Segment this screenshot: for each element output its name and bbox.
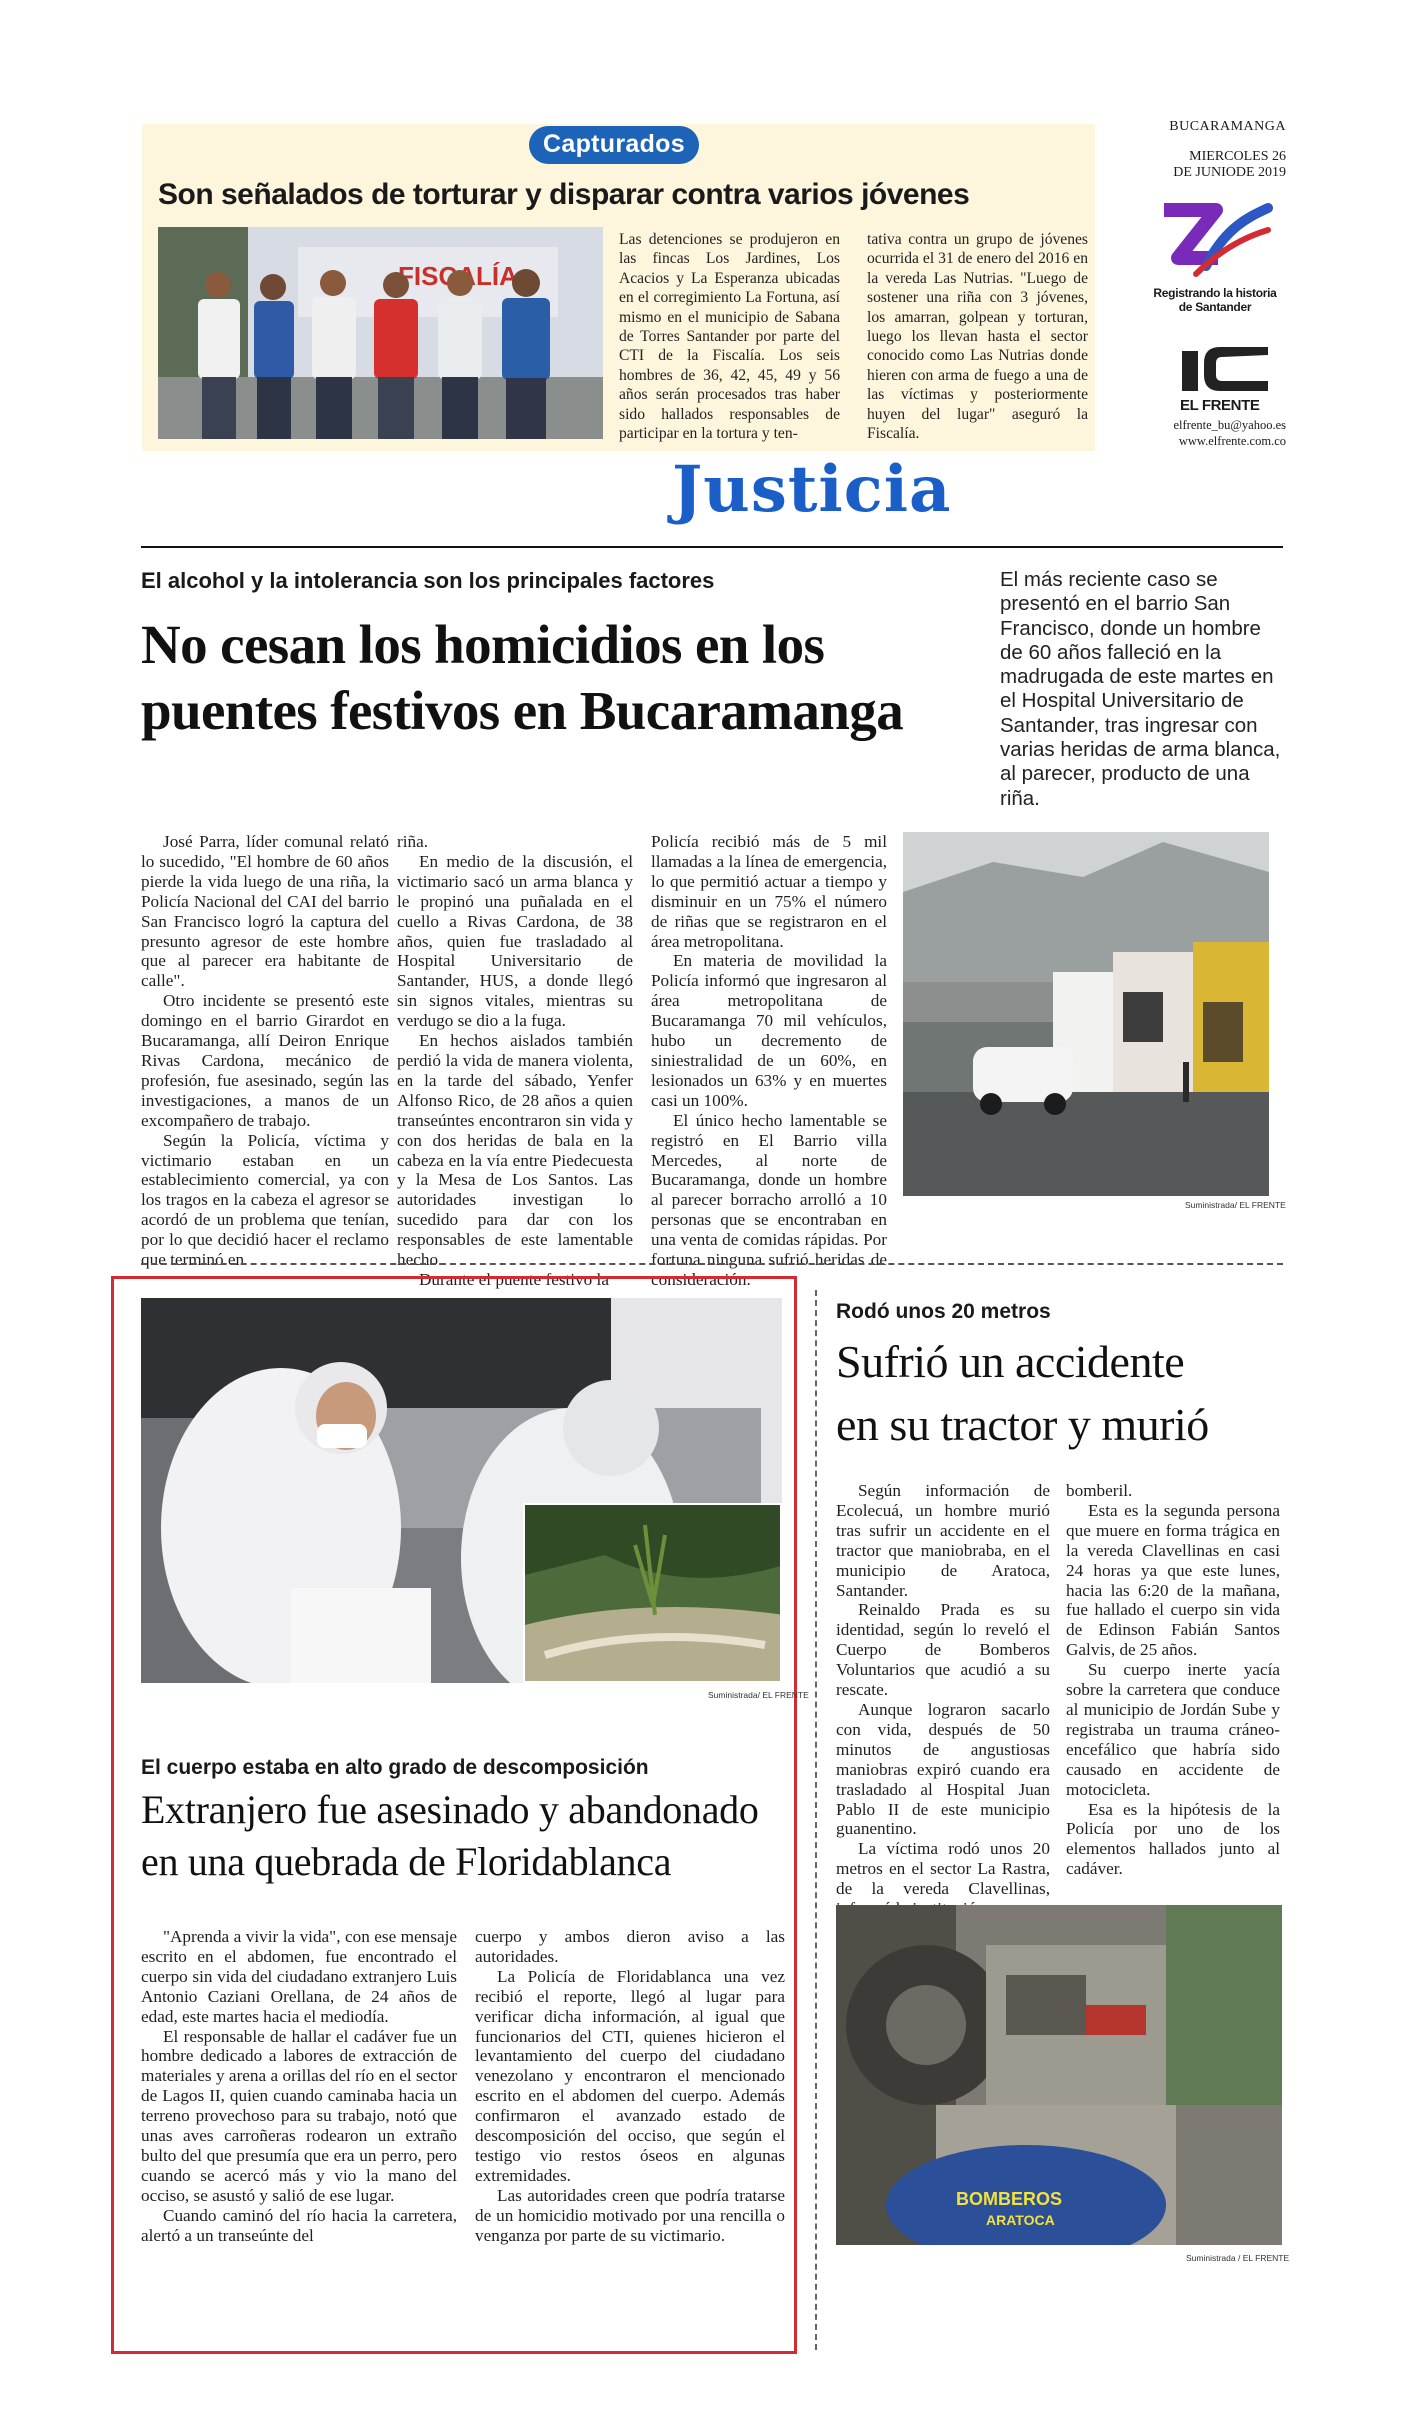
paragraph: Según la Policía, víctima y victimario estaban en un establecimiento comercial, ya con los tragos en la cabeza el agresor se acordó de un problema que tenían, por lo que decidió hacer el reclamo que terminó en	[141, 1130, 389, 1270]
main-col2	[397, 832, 633, 1290]
main-photo-credit: Suministrada/ EL FRENTE	[1185, 1200, 1286, 1210]
masthead-website[interactable]: www.elfrente.com.co	[1178, 434, 1286, 448]
paragraph: Aunque lograron sacarlo con vida, después de 50 minutos de angustiosas maniobras expiró cuando era trasladado al Hospital Juan Pablo II de este municipio guanentino.	[836, 1699, 1050, 1839]
masthead-date-line2: DE JUNIODE 2019	[1173, 165, 1286, 180]
promo-col2: tativa contra un grupo de jóvenes ocurrida el 31 de enero del 2016 en la vereda Las Nutrias. "Luego de sostener una riña con 3 jóvenes, los amarran, golpean y torturan, luego los llevan hasta el sector conocido como Las Nutrias donde hieren con arma de fuego a una de las víctimas y posteriormente huyen del lugar" aseguró la Fiscalía.	[867, 231, 1088, 443]
captured-men-image	[158, 227, 603, 439]
paragraph: En medio de la discusión, el victimario sacó un arma blanca y le propinó una puñalada en el cuello a Rivas Cardona, de 38 años, quien fue trasladado al Hospital Universitario de Santander, HUS, a donde llegó sin signos vitales, mientras su verdugo se dio a la fuga.	[397, 851, 633, 1031]
paragraph: El único hecho lamentable se registró en El Barrio villa Mercedes, al norte de Bucaramanga, donde un hombre al parecer borracho arrolló a 10 personas que se encontraban en una venta de comidas rápidas. Por fortuna ninguna sufrió heridas de consideración.	[651, 1110, 887, 1289]
paragraph: Cuando caminó del río hacia la carretera, alertó a un transeúnte del	[141, 2205, 457, 2245]
promo-box	[142, 124, 1095, 451]
left-story-photo	[141, 1298, 782, 1683]
left-story-headline-line1: Extranjero fue asesinado y abandonado	[141, 1787, 759, 1832]
paragraph: riña.	[397, 832, 429, 851]
paragraph: José Parra, líder comunal relató lo sucedido, "El hombre de 60 años pierde la vida luego de una riña, la Policía Nacional del CAI del barrio San Francisco logró la captura del presunto agresor de este hombre que al parecer era habitante de calle".	[141, 832, 389, 991]
street-scene-image	[903, 832, 1269, 1196]
promo-headline: Son señalados de torturar y disparar contra varios jóvenes	[158, 178, 970, 211]
left-story-col2	[475, 1927, 785, 2246]
right-story-photo	[836, 1905, 1282, 2245]
ravine-image	[525, 1505, 782, 1683]
main-photo	[903, 832, 1269, 1196]
paragraph: Policía recibió más de 5 mil llamadas a la línea de emergencia, lo que permitió actuar a tiempo y disminuir en un 75% el número de riñas que se registraron en el área metropolitana.	[651, 832, 887, 951]
left-story-col1	[141, 1927, 457, 2246]
paragraph: cuerpo y ambos dieron aviso a las autoridades.	[475, 1927, 785, 1966]
paragraph: Esta es la segunda persona que muere en forma trágica en la vereda Clavellinas en casi 24 horas ya que este lunes, hacia las 6:20 de la mañana, fue hallado el cuerpo sin vida de Edinson Fabián Santos Galvis, de 25 años.	[1066, 1500, 1280, 1660]
main-col3	[651, 832, 887, 1290]
main-col1	[141, 832, 389, 1270]
right-story-photo-credit: Suministrada / EL FRENTE	[1186, 2253, 1290, 2263]
anniversary-caption2: de Santander	[1178, 300, 1252, 314]
section-rule	[141, 546, 1283, 548]
promo-col1: Las detenciones se produjeron en las fincas Los Jardines, Los Acacios y La Esperanza ubicadas en el corregimiento La Fortuna, así mismo en el municipio de Sabana de Torres Santander por parte del CTI de la Fiscalía. Los seis hombres de 36, 42, 45, 49 y 56 años serán procesados tras haber sido hallados responsables de participar en la tortura y ten-	[619, 231, 840, 443]
paragraph: Durante el puente festivo la	[419, 1269, 609, 1289]
masthead-date-line1: MIERCOLES 26	[1189, 149, 1286, 164]
column-divider	[815, 1290, 817, 2350]
paragraph: bomberil.	[1066, 1481, 1133, 1500]
left-story-inset-photo	[523, 1503, 782, 1683]
anniversary-caption1: Registrando la historia	[1153, 286, 1277, 300]
section-separator	[141, 1263, 1283, 1265]
right-story-headline-line2: en su tractor y murió	[836, 1399, 1209, 1450]
paragraph: Otro incidente se presentó este domingo en el barrio Girardot en Bucaramanga, allí Deiron Enrique Rivas Cardona, mecánico de profesión, fue asesinado, según las investigaciones, a manos de un excompañero de trabajo.	[141, 991, 389, 1130]
right-story-col2	[1066, 1481, 1280, 1879]
left-story-kicker: El cuerpo estaba en alto grado de descomposición	[141, 1756, 649, 1779]
paragraph: "Aprenda a vivir la vida", con ese mensaje escrito en el abdomen, fue encontrado el cuerpo sin vida del ciudadano extranjero Luis Antonio Caziani Orellana, de 24 años de edad, este martes hacia el mediodía.	[141, 1927, 457, 2026]
paragraph: Esa es la hipótesis de la Policía por uno de los elementos hallados junto al cadáver.	[1066, 1799, 1280, 1879]
right-story-headline-line1: Sufrió un accidente	[836, 1336, 1185, 1387]
masthead-city: BUCARAMANGA	[1169, 119, 1286, 134]
paragraph: La víctima rodó unos 20 metros en el sector La Rastra, de la vereda Clavellinas,	[836, 1839, 1050, 1899]
vest-text-2: ARATOCA	[986, 2212, 1055, 2228]
paragraph: Reinaldo Prada es su identidad, según lo reveló el Cuerpo de Bomberos Voluntarios que acudió a su rescate.	[836, 1600, 1050, 1700]
main-kicker: El alcohol y la intolerancia son los principales factores	[141, 568, 715, 593]
paragraph: Su cuerpo inerte yacía sobre la carretera que conduce al municipio de Jordán Sube y registraba un trauma cráneo-encefálico que habría sido causado en accidente de motocicleta.	[1066, 1660, 1280, 1799]
promo-badge-label: Capturados	[543, 130, 685, 158]
el-frente-logo-text: EL FRENTE	[1180, 397, 1260, 414]
main-headline: No cesan los homicidios en los puentes festivos en Bucaramanga	[141, 614, 904, 741]
right-story-col1	[836, 1481, 1050, 1919]
paragraph: Las autoridades creen que podría tratarse de un homicidio motivado por una rencilla o venganza por parte de su victimario.	[475, 2185, 785, 2245]
left-story-photo-credit: Suministrada/ EL FRENTE	[708, 1690, 809, 1700]
tractor-wreck-image	[836, 1905, 1282, 2245]
paragraph: Según información de Ecolecuá, un hombre murió tras sufrir un accidente en el tractor que maniobraba, en el municipio de Aratoca, Santander.	[836, 1481, 1050, 1600]
left-story-headline-line2: en una quebrada de Floridablanca	[141, 1839, 672, 1884]
paragraph: El responsable de hallar el cadáver fue un hombre dedicado a labores de extracción de materiales y arena a orillas del río en el sector de Lagos II, quien cuando caminaba hacia un terreno provechoso para su trabajo, notó que unas aves carroñeras rodearon un extraño bulto del que presumía que era un perro, pero cuando se acercó más y vio la mano del occiso, se asustó y salió de ese lugar.	[141, 2026, 457, 2205]
main-deck: El más reciente caso se presentó en el barrio San Francisco, donde un hombre de 60 años falleció en la madrugada de este martes en el Hospital Universitario de Santander, tras ingresar con varias heridas de arma blanca, al parecer, producto de una riña.	[1000, 568, 1281, 810]
section-title: Justicia	[672, 452, 952, 527]
paragraph: En materia de movilidad la Policía informó que ingresaron al área metropolitana de Bucaramanga 70 mil vehículos, hubo un decremento de siniestralidad de un 60%, en lesionados un 63% y en muertes casi un 100%.	[651, 951, 887, 1110]
paragraph: En hechos aislados también perdió la vida de manera violenta, en la tarde del sábado, Yenfer Alfonso Rico, de 28 años a quien transeúntes encontraron sin vida y con dos heridas de bala en la cabeza en la vía entre Piedecuesta y la Mesa de Los Santos. Las autoridades investigan lo sucedido para dar con los responsables de este lamentable hecho.	[397, 1031, 633, 1270]
paragraph: La Policía de Floridablanca una vez recibió el reporte, llegó al lugar para verificar dicha información, al igual que funcionarios del CTI, quienes hicieron el levantamiento del cuerpo del ciudadano venezolano y encontraron el mencionado escrito en el abdomen del cuerpo. Además confirmaron el avanzado estado de descomposición del occiso, que según el testigo vio restos óseos en algunas extremidades.	[475, 1966, 785, 2185]
vest-text-1: BOMBEROS	[956, 2189, 1063, 2209]
anniversary-logo	[1156, 196, 1274, 292]
masthead-email[interactable]: elfrente_bu@yahoo.es	[1173, 418, 1286, 432]
el-frente-logo	[1180, 347, 1272, 393]
right-story-kicker: Rodó unos 20 metros	[836, 1300, 1051, 1323]
promo-photo	[158, 227, 603, 439]
